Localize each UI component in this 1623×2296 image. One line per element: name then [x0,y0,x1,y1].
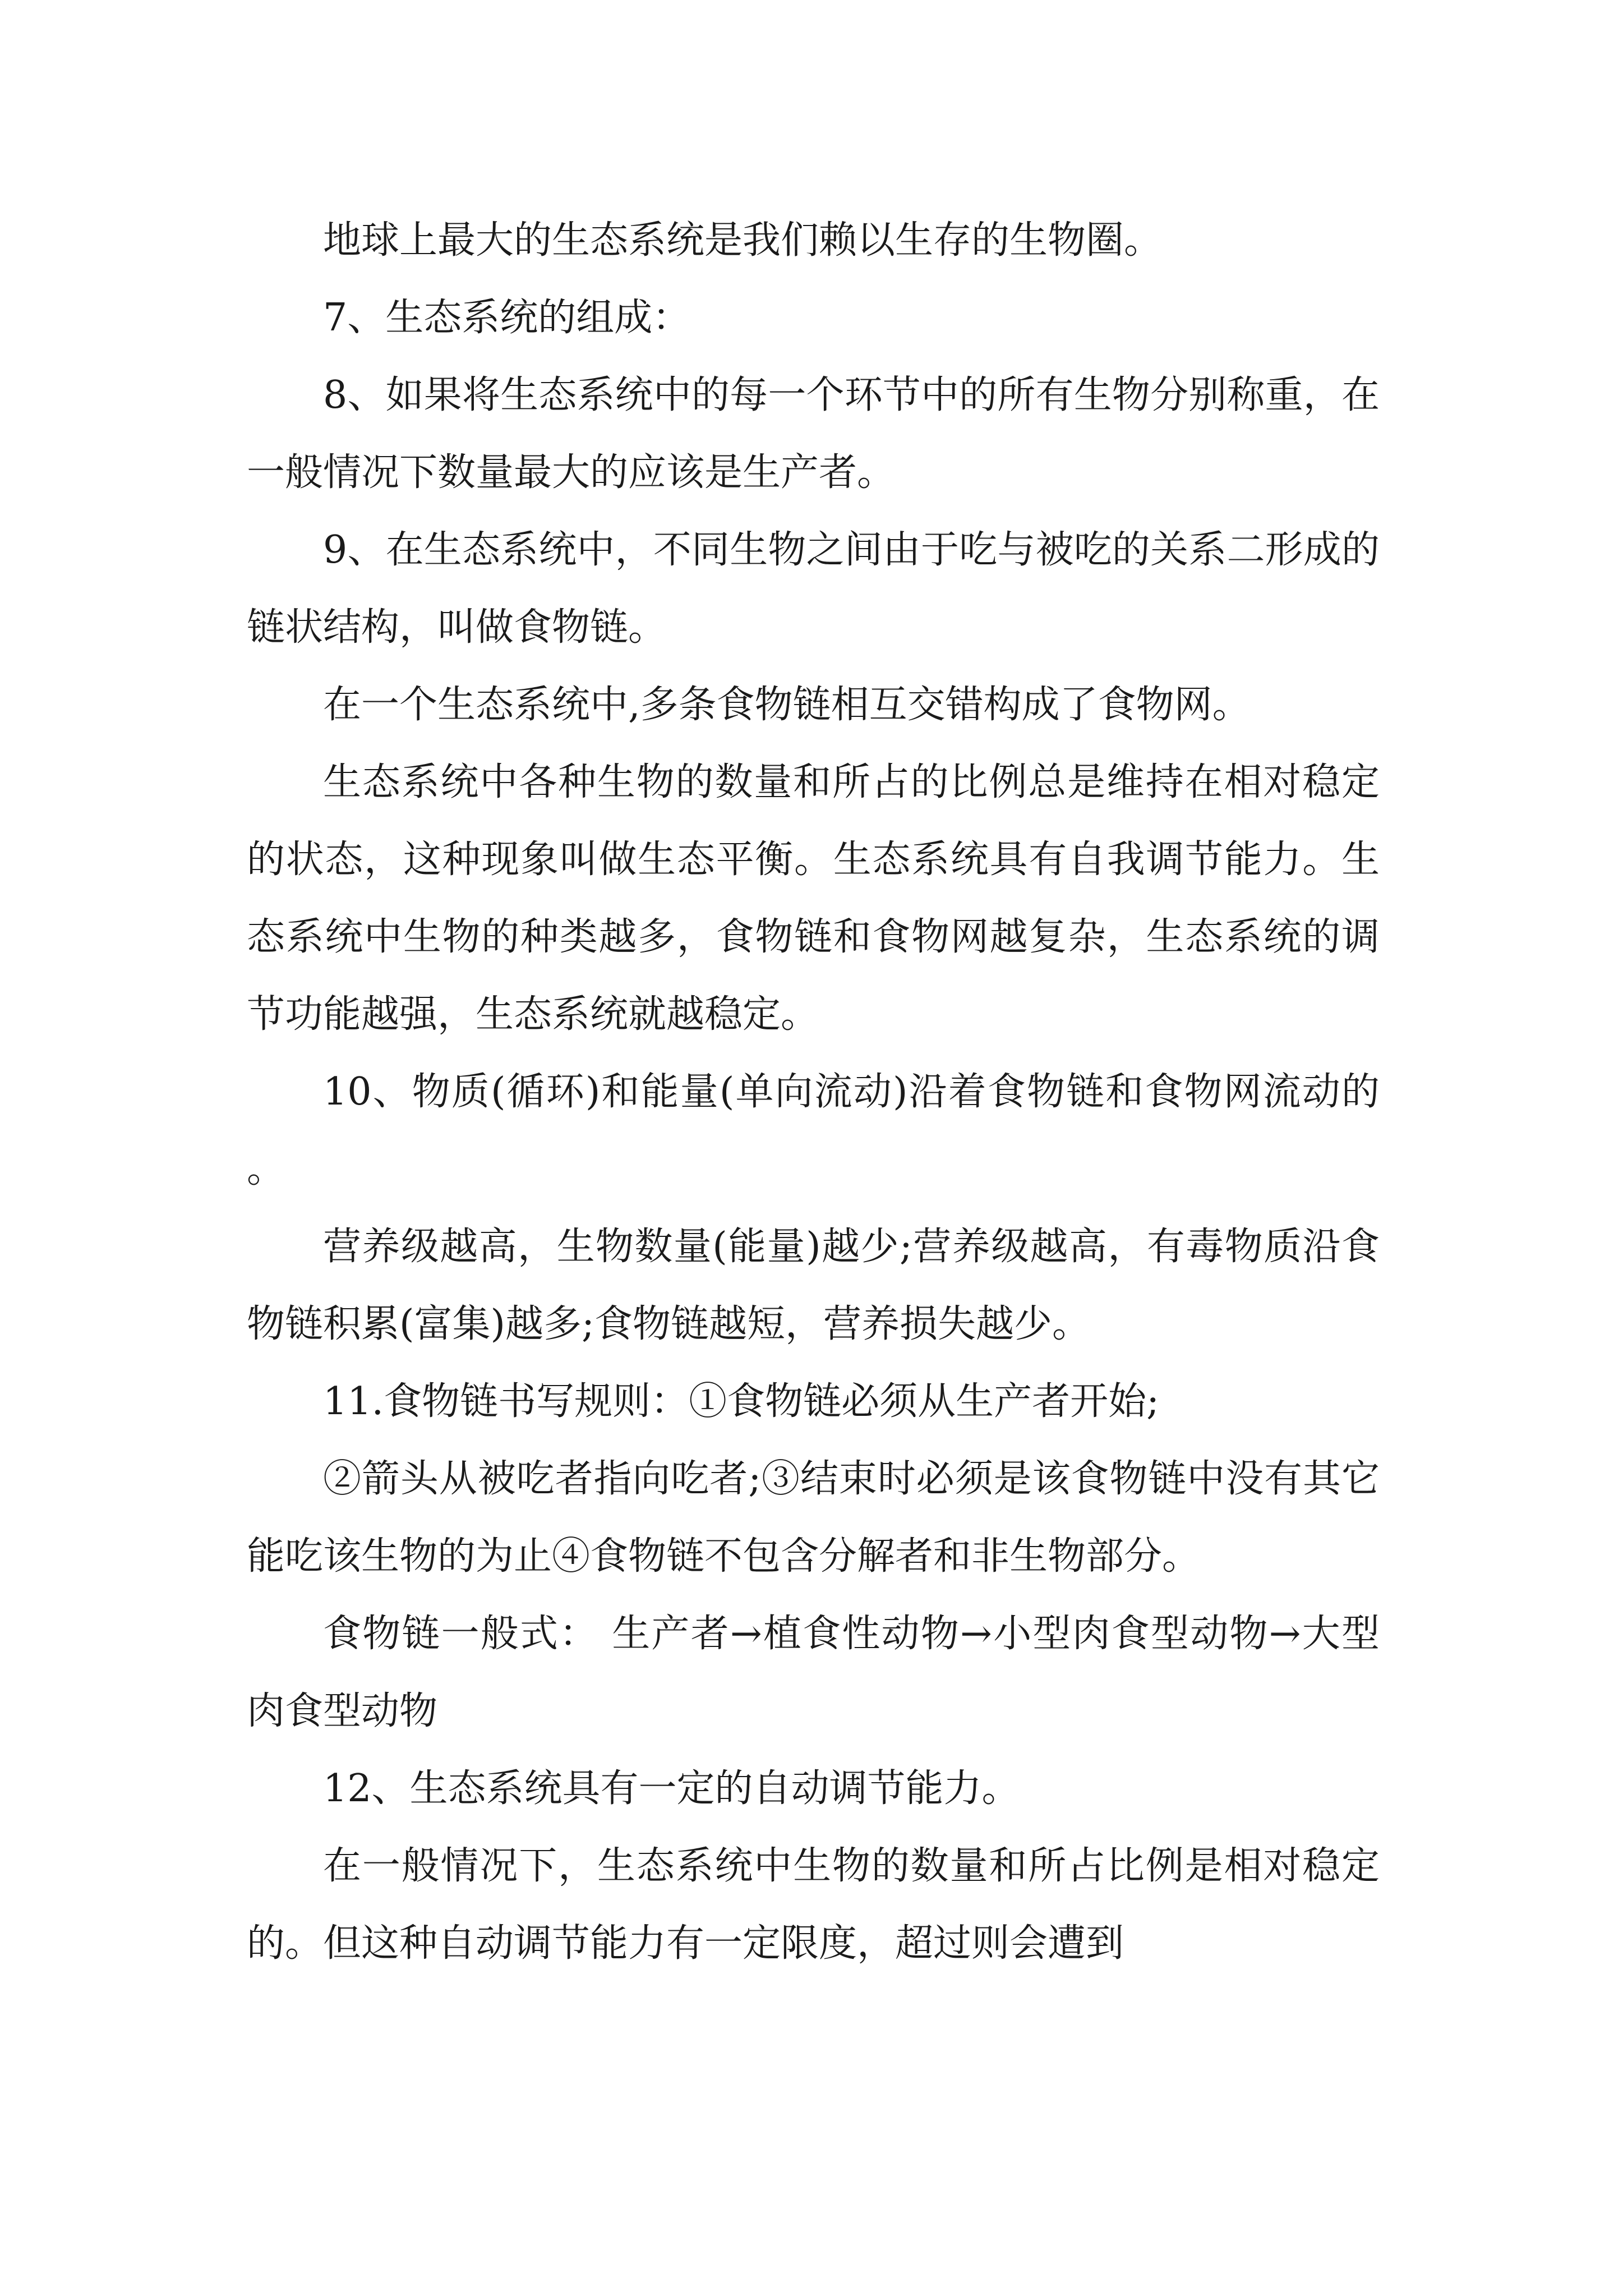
paragraph-food-chain-general-form: 食物链一般式： 生产者→植食性动物→小型肉食型动物→大型肉食型动物 [247,1612,1380,1733]
paragraph-ecosystem-composition: 7、生态系统的组成： [323,296,691,340]
paragraph-food-web: 在一个生态系统中,多条食物链相互交错构成了食物网。 [323,683,1251,727]
paragraph-food-chain-definition: 9、在生态系统中，不同生物之间由于吃与被吃的关系二形成的链状结构，叫做食物链。 [247,528,1380,650]
paragraph-trophic-levels: 营养级越高，生物数量(能量)越少;营养级越高，有毒物质沿食物链积累(富集)越多;食物链越短，营养损失越少。 [247,1225,1380,1346]
paragraph-food-chain-rules-continued: ②箭头从被吃者指向吃者;③结束时必须是该食物链中没有其它能吃该生物的为止④食物链不包含分解者和非生物部分。 [247,1457,1380,1579]
paragraph-matter-energy-flow: 10、物质(循环)和能量(单向流动)沿着食物链和食物网流动的。 [247,1070,1380,1191]
paragraph-self-regulation: 12、生态系统具有一定的自动调节能力。 [323,1766,1020,1811]
paragraph-ecological-balance: 生态系统中各种生物的数量和所占的比例总是维持在相对稳定的状态，这种现象叫做生态平衡。生态系统具有自我调节能力。生态系统中生物的种类越多，食物链和食物网越复杂，生态系统的调节功能越强，生态系统就越稳定。 [247,760,1380,1037]
paragraph-producer-biomass: 8、如果将生态系统中的每一个环节中的所有生物分别称重，在一般情况下数量最大的应该是生产者。 [247,373,1380,495]
paragraph-regulation-limit: 在一般情况下，生态系统中生物的数量和所占比例是相对稳定的。但这种自动调节能力有一定限度，超过则会遭到 [247,1844,1380,1966]
document-body [247,202,1380,1982]
paragraph-food-chain-rules: 11.食物链书写规则：①食物链必须从生产者开始; [323,1379,1160,1424]
paragraph-biosphere: 地球上最大的生态系统是我们赖以生存的生物圈。 [323,218,1163,263]
